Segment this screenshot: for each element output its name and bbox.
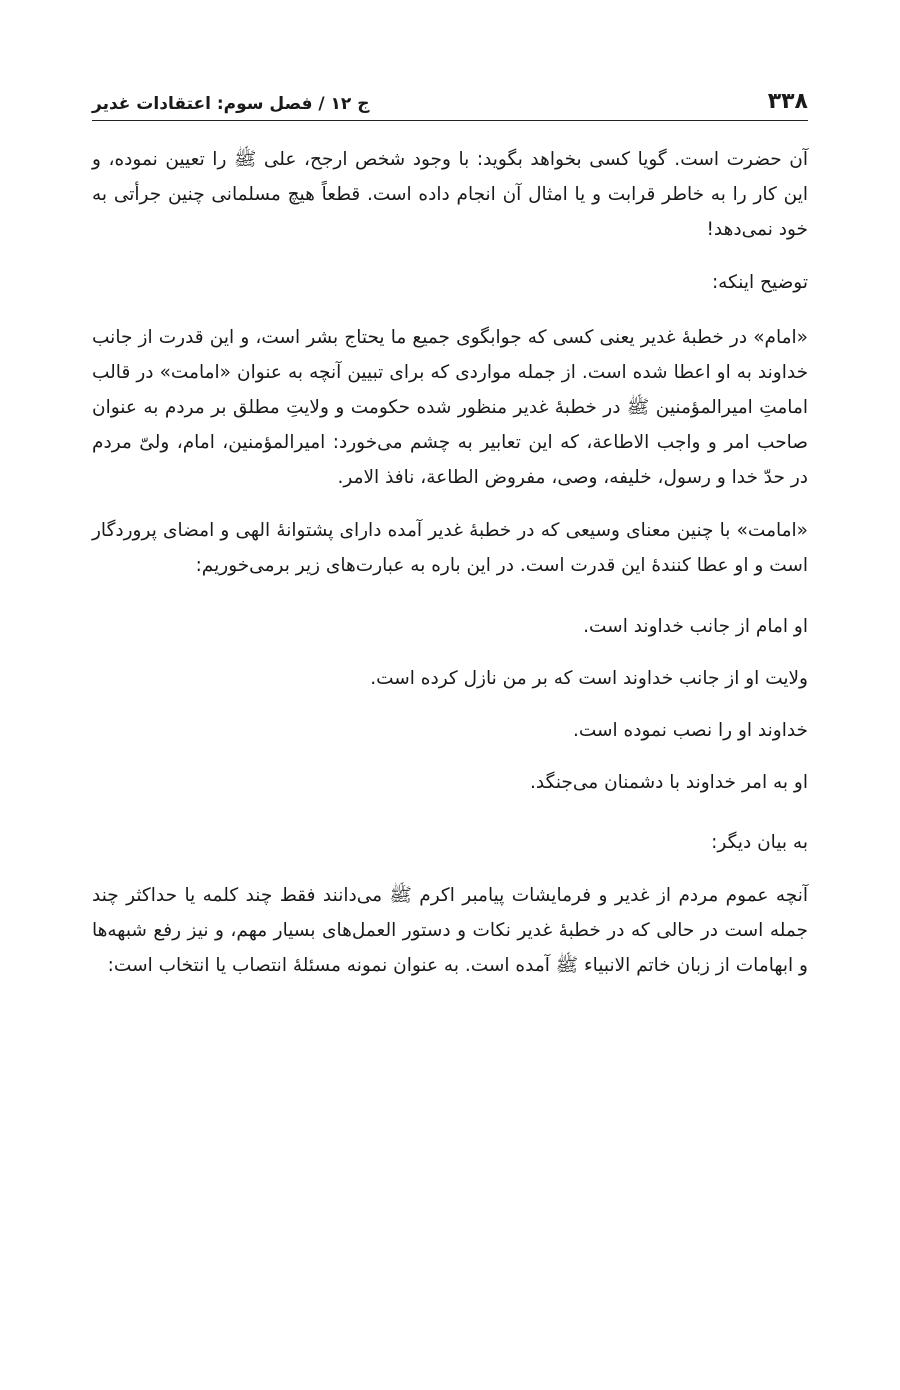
book-page	[92, 0, 808, 1390]
quote-item: او امام از جانب خداوند است.	[583, 616, 808, 637]
paragraph-2: توضیح اینکه:	[711, 272, 808, 293]
paragraph-4: «امامت» با چنین معنای وسیعی که در خطبهٔ غدیر آمده دارای پشتوانهٔ الهی و امضای پروردگار است و او عطا کنندهٔ این قدرت است. در این باره به عبارت‌های زیر برمی‌خوریم:	[92, 520, 808, 576]
quote-list	[92, 601, 808, 809]
page-number: ۳۳۸	[767, 89, 808, 114]
running-title: ج ۱۲ / فصل سوم: اعتقادات غدیر	[92, 94, 370, 114]
page-header	[92, 78, 808, 121]
paragraph-5: به بیان دیگر:	[711, 832, 808, 853]
paragraph-1: آن حضرت است. گویا کسی بخواهد بگوید: با وجود شخص ارجح، علی ﷺ را تعیین نموده، و این کار را به خاطر قرابت و یا امثال آن انجام داده است. قطعاً هیچ مسلمانی چنین جرأتی به خود نمی‌دهد!	[92, 149, 808, 240]
paragraph-6: آنچه عموم مردم از غدیر و فرمایشات پیامبر اکرم ﷺ می‌دانند فقط چند کلمه یا حداکثر چند جمله است در حالی که در خطبهٔ غدیر نکات و دستور العمل‌های بسیار مهم، و نیز رفع شبهه‌ها و ابهامات از زبان خاتم الانبیاء ﷺ آمده است. به عنوان نمونه مسئلهٔ انتصاب یا انتخاب است:	[92, 885, 808, 976]
body-text	[92, 142, 808, 1001]
quote-item: خداوند او را نصب نموده است.	[572, 720, 808, 741]
quote-item: ولایت او از جانب خداوند است که بر من نازل کرده است.	[370, 668, 808, 689]
quote-item: او به امر خداوند با دشمنان می‌جنگد.	[530, 772, 808, 793]
paragraph-3: «امام» در خطبهٔ غدیر یعنی کسی که جوابگوی جمیع ما یحتاج بشر است، و این قدرت از جانب خداوند به او اعطا شده است. از جمله مواردی که برای تبیین آنچه به عنوان «امامت» در قالب امامتِ امیرالمؤمنین ﷺ در خطبهٔ غدیر منظور شده حکومت و ولایتِ مطلق بر مردم به عنوان صاحب امر و واجب الاطاعة، که این تعابیر به چشم می‌خورد: امیرالمؤمنین، امام، ولیّ مردم در حدّ خدا و رسول، خلیفه، وصی، مفروض الطاعة، نافذ الامر.	[92, 327, 808, 488]
